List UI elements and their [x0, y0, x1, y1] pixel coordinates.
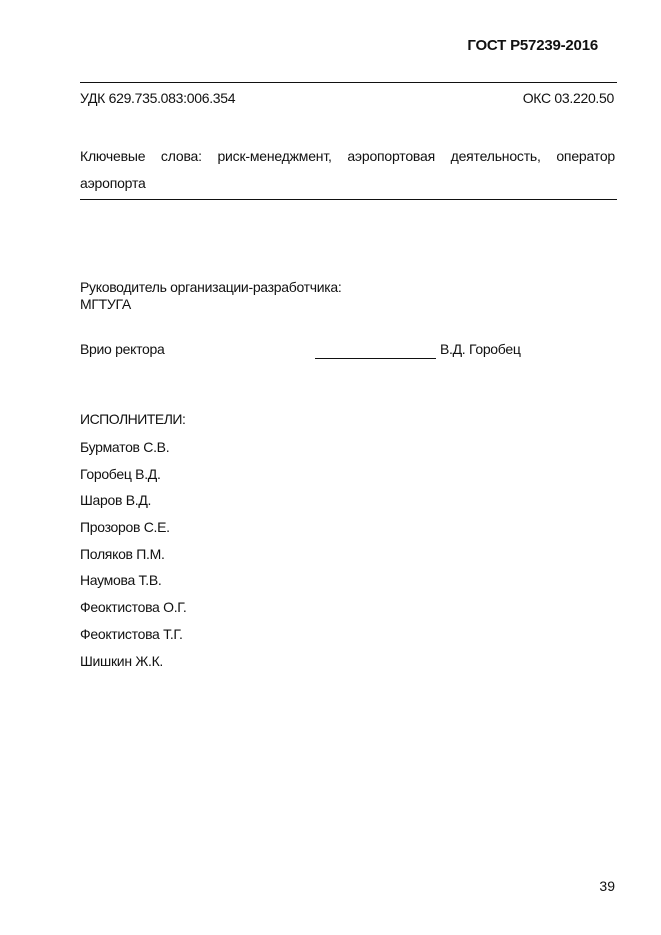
signer-name: В.Д. Горобец [440, 341, 521, 357]
developer-organization: МГТУГА [80, 296, 131, 312]
signature-line [315, 341, 436, 359]
signer-position: Врио ректора [80, 341, 165, 357]
executor-name: Горобец В.Д. [80, 465, 161, 482]
top-divider [80, 82, 617, 83]
executor-name: Наумова Т.В. [80, 572, 162, 589]
executor-name: Феоктистова Т.Г. [80, 625, 183, 642]
executor-name: Шаров В.Д. [80, 492, 152, 509]
executor-name: Феоктистова О.Г. [80, 599, 187, 616]
standard-code: ГОСТ Р57239-2016 [467, 37, 598, 54]
executor-name: Шишкин Ж.К. [80, 652, 164, 669]
keywords-paragraph: Ключевые слова: риск-менеджмент, аэропортовая деятельность, оператор аэропорта [80, 148, 615, 191]
bottom-divider [80, 199, 617, 200]
oks-code: ОКС 03.220.50 [522, 90, 614, 106]
page-number: 39 [599, 878, 615, 894]
developer-label: Руководитель организации-разработчика: [80, 279, 342, 295]
executors-heading: ИСПОЛНИТЕЛИ: [80, 411, 186, 427]
udk-code: УДК 629.735.083:006.354 [80, 90, 236, 106]
executor-name: Поляков П.М. [80, 545, 165, 562]
executor-name: Бурматов С.В. [80, 439, 170, 455]
executor-name: Прозоров С.Е. [80, 519, 170, 536]
executors-list [80, 437, 186, 677]
